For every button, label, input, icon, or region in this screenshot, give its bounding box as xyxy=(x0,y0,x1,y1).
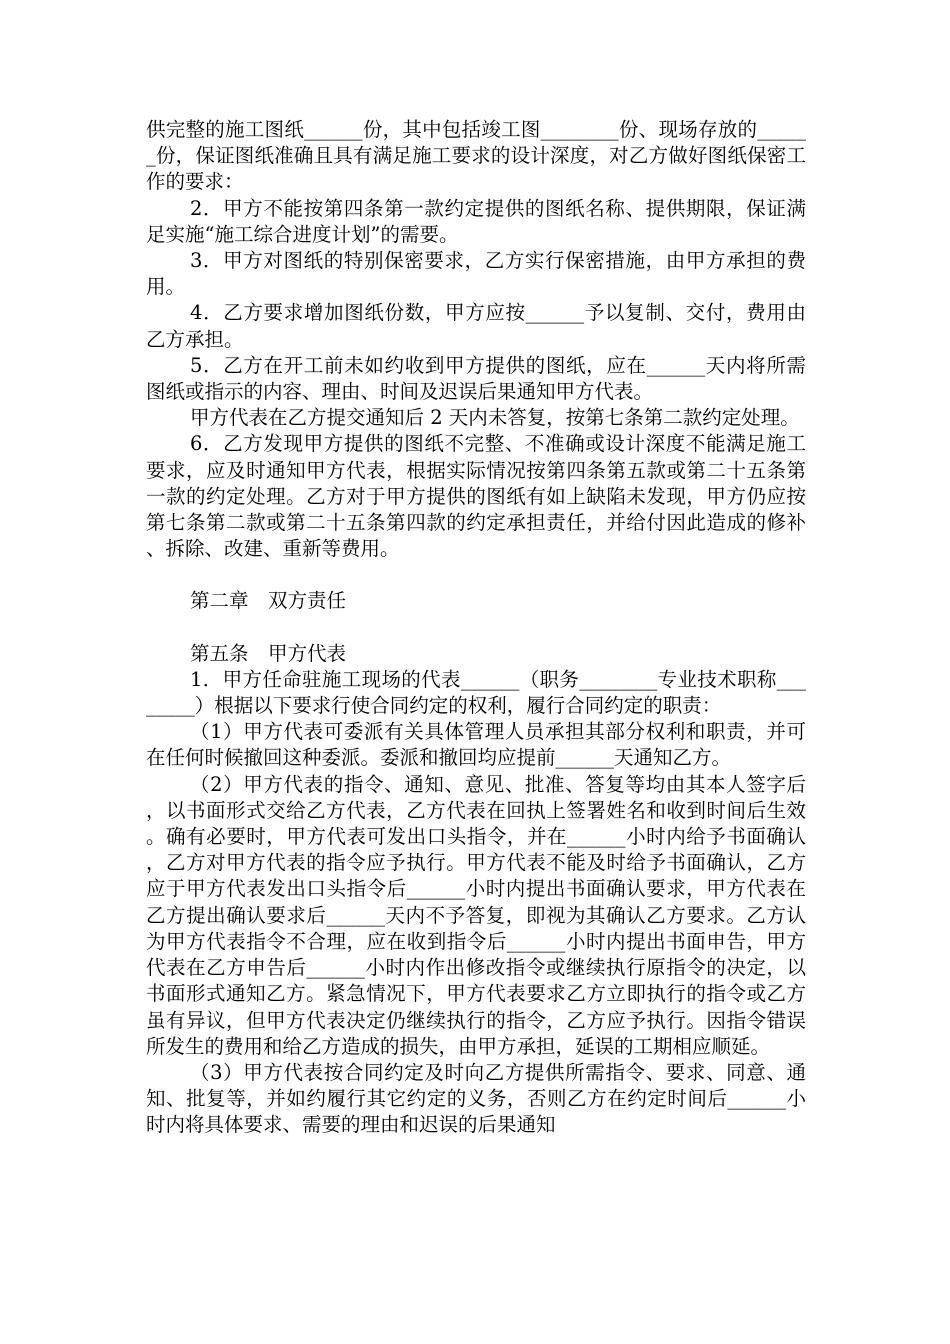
paragraph-representative-1: 1．甲方任命驻施工现场的代表______（职务________专业技术职称________）根据以下要求行使合同约定的权利，履行合同约定的职责： xyxy=(146,667,806,718)
document-page xyxy=(146,117,806,1139)
paragraph-item-2: （2）甲方代表的指令、通知、意见、批准、答复等均由其本人签字后，以书面形式交给乙方代表，乙方代表在回执上签署姓名和收到时间后生效。确有必要时，甲方代表可发出口头指令，并在______小时内给予书面确认，乙方对甲方代表的指令应予执行。甲方代表不能及时给予书面确认，乙方应于甲方代表发出口头指令后______小时内提出书面确认要求，甲方代表在乙方提出确认要求后______天内不予答复，即视为其确认乙方要求。乙方认为甲方代表指令不合理，应在收到指令后______小时内提出书面申告，甲方代表在乙方申告后______小时内作出修改指令或继续执行原指令的决定，以书面形式通知乙方。紧急情况下，甲方代表要求乙方立即执行的指令或乙方虽有异议，但甲方代表决定仍继续执行的指令，乙方应予执行。因指令错误所发生的费用和给乙方造成的损失，由甲方承担，延误的工期相应顺延。 xyxy=(146,772,806,1058)
paragraph-clause-3: 3．甲方对图纸的特别保密要求，乙方实行保密措施，由甲方承担的费用。 xyxy=(146,249,806,299)
paragraph-clause-2: 2．甲方不能按第四条第一款约定提供的图纸名称、提供期限，保证满足实施“施工综合进度计划”的需要。 xyxy=(146,196,806,246)
paragraph-clause-4: 4．乙方要求增加图纸份数，甲方应按______予以复制、交付，费用由乙方承担。 xyxy=(146,301,806,351)
paragraph-drawings-copies: 供完整的施工图纸______份，其中包括竣工图________份、现场存放的______份，保证图纸准确且具有满足施工要求的设计深度，对乙方做好图纸保密工作的要求： xyxy=(146,118,806,194)
paragraph-item-3: （3）甲方代表按合同约定及时向乙方提供所需指令、要求、同意、通知、批复等，并如约履行其它约定的义务，否则乙方在约定时间后______小时内将具体要求、需要的理由和迟误的后果通知 xyxy=(146,1060,806,1137)
paragraph-item-1: （1）甲方代表可委派有关具体管理人员承担其部分权利和职责，并可在任何时候撤回这种委派。委派和撤回均应提前______天通知乙方。 xyxy=(146,720,806,770)
paragraph-clause-6: 6．乙方发现甲方提供的图纸不完整、不准确或设计深度不能满足施工要求，应及时通知甲方代表，根据实际情况按第四条第五款或第二十五条第一款的约定处理。乙方对于甲方提供的图纸有如上缺陷未发现，甲方仍应按第七条第二款或第二十五条第四款的约定承担责任，并给付因此造成的修补、拆除、改建、重新等费用。 xyxy=(146,432,806,561)
chapter-heading: 第二章 双方责任 xyxy=(190,589,347,613)
article-heading: 第五条 甲方代表 xyxy=(190,641,347,665)
paragraph-clause-5: 5．乙方在开工前未如约收到甲方提供的图纸，应在______天内将所需图纸或指示的内容、理由、时间及迟误后果通知甲方代表。 xyxy=(146,353,806,404)
paragraph-clause-5-reply: 甲方代表在乙方提交通知后 2 天内未答复，按第七条第二款约定处理。 xyxy=(190,406,800,430)
